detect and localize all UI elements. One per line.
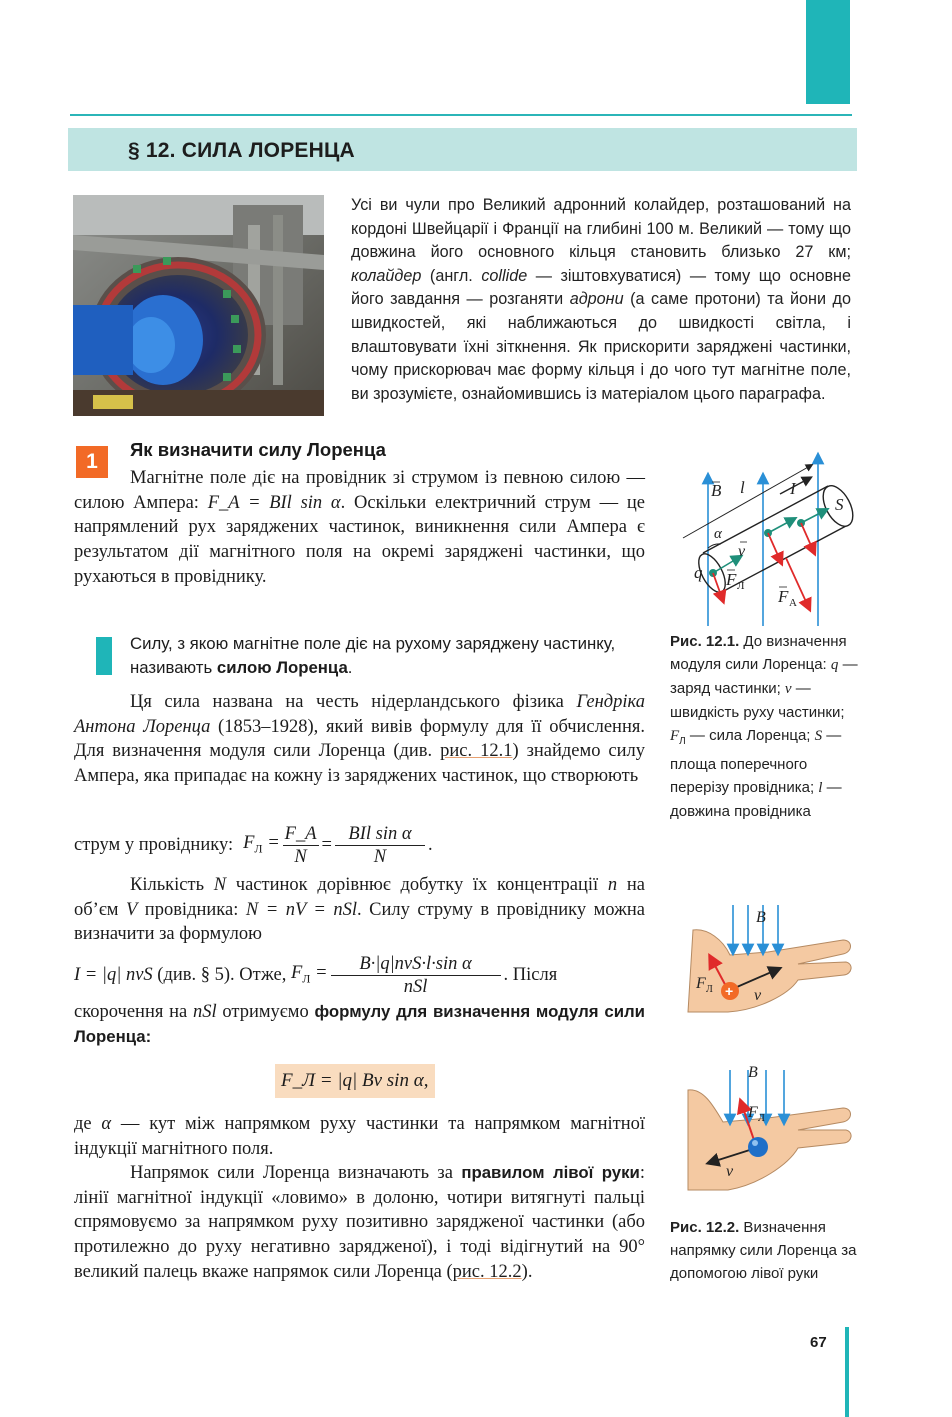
left-hand bbox=[688, 1090, 851, 1190]
substituted-formula-line: I = |q| nvS (див. § 5). Отже, $F_Л$ = $\frac{\text{B·|q|nvS·l·sin α}}{\text{nSl}}$ . Після bbox=[74, 953, 558, 997]
figure-12-2-negative bbox=[668, 1050, 858, 1195]
paragraph-alpha: де α — кут між напрямком руху частинки та напрямком магнітної індукції магнітного поля. bbox=[74, 1114, 645, 1159]
svg-text:F: F bbox=[696, 975, 706, 992]
fraction-bil-n: $\frac{\text{BIl sin α}}{N}$ bbox=[335, 823, 425, 868]
chapter-tab bbox=[806, 0, 850, 104]
paragraph-left-hand-rule: Напрямок сили Лоренца визначають за правилом лівої руки: лінії магнітної індукції «ловимо» в долоню, чотири витягнуті пальці спрямовуємо за напрямком руху позитивно зарядженої частинки (або протилежно до руху негативно зарядженої), і тоді відігнутий на 90° великий палець вкаже напрямок сили Лоренца (рис. 12.2). bbox=[74, 1163, 645, 1282]
intro-paragraph: Усі ви чули про Великий адронний колайдер, розташований на кордоні Швейцарії і Франції на глибині 100 м. Великий — тому що довжина його основного кільця становить близько 27 км; колайдер (англ. collide — зіштовхуватися) — тому що основне його завдання — розганяти адрони (а саме протони) та йони до швидкостей, які наближаються до швидкості світла, і влаштовувати їхні зіткнення. Як прискорити заряджені частинки, чому прискорювач має форму кільця і до чого тут магнітне поле, ви зрозумієте, ознайомившись із матеріалом цього параграфа. bbox=[351, 196, 852, 403]
ampere-formula: F_A = BIl sin α bbox=[207, 492, 341, 513]
svg-text:Л: Л bbox=[706, 984, 713, 995]
paragraph-lorentz-history: Ця сила названа на честь нідерландського фізика Гендріка Антона Лоренца (1853–1928), який вивів формулу для її обчислення. Для визначення модуля сили Лоренца (див. рис. 12.1) знайдемо силу Ампера, яка припадає на кожну із заряджених частинок, що створюють bbox=[74, 692, 646, 787]
fraction-substituted: $\frac{\text{B·|q|nvS·l·sin α}}{\text{nSl}}$ bbox=[331, 953, 501, 998]
figure-12-2-link[interactable]: рис. 12.2 bbox=[452, 1261, 522, 1282]
svg-text:F: F bbox=[726, 570, 737, 589]
svg-text:l: l bbox=[740, 478, 745, 497]
figure-12-1-caption: Рис. 12.1. До визначення модуля сили Лоренца: q — заряд частинки; v — швидкість руху частинки; $F_Л$ — сила Лоренца; S — площа поперечного перерізу провідника; l — довжина провідника bbox=[670, 633, 858, 820]
definition-box: Силу, з якою магнітне поле діє на рухому заряджену частинку, називають силою Лоренца. bbox=[130, 634, 616, 677]
svg-text:F: F bbox=[778, 587, 789, 606]
length-dimension bbox=[683, 466, 810, 538]
svg-text:Л: Л bbox=[737, 580, 745, 592]
figure-12-2-positive bbox=[668, 900, 858, 1025]
lorentz-formula: F_Л = |q| Bv sin α, bbox=[281, 1070, 429, 1091]
svg-text:F: F bbox=[748, 1104, 758, 1121]
svg-text:I: I bbox=[790, 479, 796, 498]
svg-text:B: B bbox=[756, 909, 766, 926]
svg-text:B: B bbox=[748, 1064, 758, 1081]
page-title: § 12. СИЛА ЛОРЕНЦА bbox=[128, 139, 355, 162]
negative-charge bbox=[748, 1137, 768, 1157]
definition-marker bbox=[96, 637, 112, 675]
svg-text:A: A bbox=[789, 597, 797, 609]
figure-12-2-caption: Рис. 12.2. Визначення напрямку сили Лоренца за допомогою лівої руки bbox=[670, 1219, 857, 1282]
svg-text:q: q bbox=[694, 563, 703, 582]
svg-text:v: v bbox=[738, 543, 746, 560]
section-number-badge: 1 bbox=[76, 446, 108, 478]
per-particle-formula-line: струм у провіднику: $F_Л$ = $\frac{F\_A}{N}$ = $\frac{\text{BIl sin α}}{N}$ . bbox=[74, 823, 433, 867]
page-side-bar bbox=[845, 1327, 849, 1417]
svg-text:S: S bbox=[835, 495, 844, 514]
svg-text:v: v bbox=[754, 987, 762, 1004]
svg-text:Л: Л bbox=[758, 1113, 765, 1124]
left-hand bbox=[688, 930, 851, 1012]
figure-12-1-link[interactable]: рис. 12.1 bbox=[440, 741, 513, 762]
figure-12-1 bbox=[668, 448, 858, 628]
svg-text:α: α bbox=[714, 526, 722, 542]
lorentz-force-arrow bbox=[713, 573, 722, 598]
svg-text:B: B bbox=[711, 481, 722, 500]
collider-photo bbox=[73, 195, 324, 416]
svg-text:v: v bbox=[726, 1163, 734, 1180]
paragraph-ampere: Магнітне поле діє на провідник зі струмом із певною силою — силою Ампера: F_A = BIl sin α. Оскільки електричний струм — це напрямлений рух заряджених частинок, виникнення сили Ампера є результатом дії магнітного поля на окремі заряджені частинки, що рухаються в провіднику. bbox=[74, 468, 645, 587]
header-rule bbox=[70, 114, 852, 116]
paragraph-concentration: Кількість N частинок дорівнює добутку їх концентрації n на об’єм V провідника: N = nV = nSl. Силу струму в провіднику можна визначити за формулою bbox=[74, 875, 645, 945]
page-number: 67 bbox=[810, 1334, 827, 1351]
paragraph-reduction: скорочення на nSl отримуємо формулу для визначення модуля сили Лоренца: bbox=[74, 1002, 645, 1046]
svg-text:+: + bbox=[725, 983, 734, 999]
section-heading: Як визначити силу Лоренца bbox=[130, 439, 386, 460]
fraction-fa-n: $\frac{F\_A}{N}$ bbox=[284, 823, 317, 867]
